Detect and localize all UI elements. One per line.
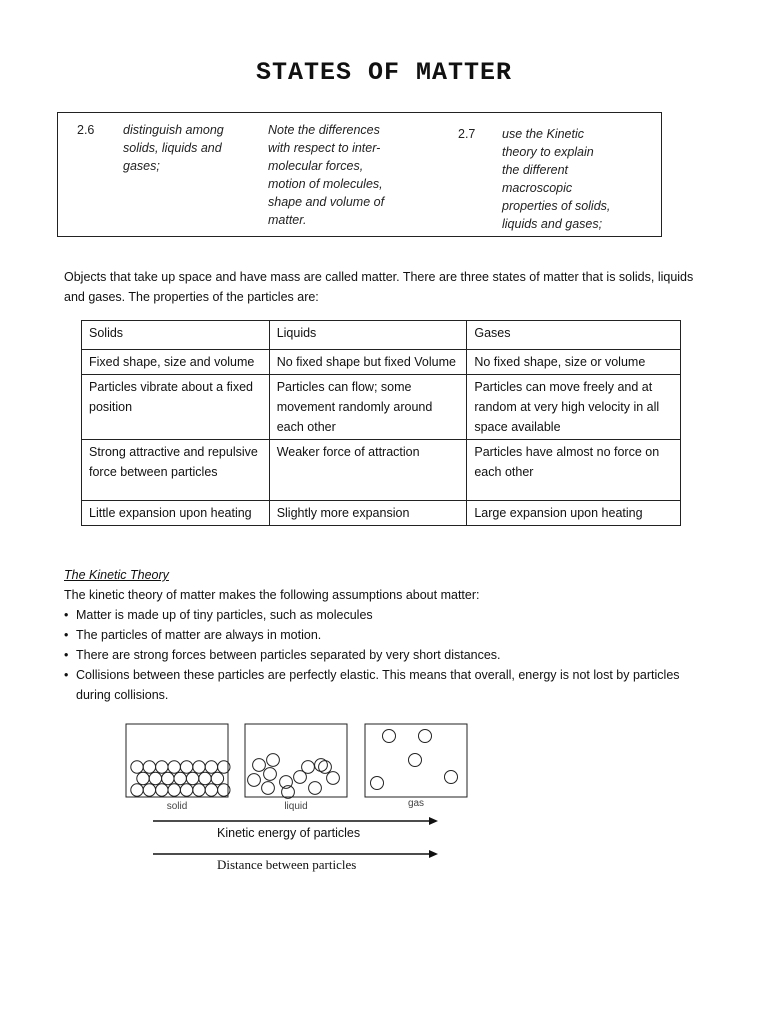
gas-box — [365, 724, 467, 797]
particle — [131, 784, 143, 796]
table-row — [82, 440, 681, 501]
table-cell: Particles can flow; some movement randomly around each other — [269, 375, 467, 440]
particle — [162, 772, 174, 784]
particle — [327, 772, 340, 785]
gas-particles — [371, 730, 458, 790]
particle — [143, 784, 155, 796]
table-row — [82, 350, 681, 375]
particle — [168, 761, 180, 773]
particle — [253, 759, 266, 772]
particle — [282, 786, 295, 799]
liquid-label: liquid — [284, 801, 308, 812]
table-cell: No fixed shape but fixed Volume — [269, 350, 467, 375]
liquid-box — [245, 724, 347, 797]
table-cell: Strong attractive and repulsive force between particles — [82, 440, 270, 501]
particle — [262, 782, 275, 795]
table-cell: Large expansion upon heating — [467, 501, 681, 526]
table-cell: Weaker force of attraction — [269, 440, 467, 501]
kinetic-theory-intro: The kinetic theory of matter makes the following assumptions about matter: — [64, 588, 480, 602]
list-item: • The particles of matter are always in motion. — [64, 628, 322, 642]
particle — [156, 784, 168, 796]
table-header: Solids — [82, 321, 270, 350]
particle — [180, 784, 192, 796]
table-cell: Particles can move freely and at random at very high velocity in all space available — [467, 375, 681, 440]
objectives-box — [57, 112, 662, 237]
page-title: STATES OF MATTER — [255, 58, 513, 87]
objective-number-2-6: 2.6 — [77, 123, 95, 137]
objective-2-6-text: distinguish among solids, liquids and gases; — [123, 123, 224, 173]
particle — [371, 777, 384, 790]
particle — [168, 784, 180, 796]
assumptions-list — [64, 605, 704, 705]
particle — [174, 772, 186, 784]
particle — [409, 754, 422, 767]
particle — [193, 761, 205, 773]
kinetic-energy-label: Kinetic energy of particles — [217, 826, 361, 840]
particle — [248, 774, 261, 787]
particle — [205, 784, 217, 796]
kinetic-energy-arrowhead — [429, 817, 438, 825]
particle — [149, 772, 161, 784]
table-row — [82, 375, 681, 440]
list-item: • Matter is made up of tiny particles, such as molecules — [64, 608, 373, 622]
particle — [383, 730, 396, 743]
table-cell: Slightly more expansion — [269, 501, 467, 526]
objective-2-7-text: use the Kinetic theory to explain the different macroscopic properties of solids, liquids and gases; — [502, 127, 611, 231]
table-cell: Fixed shape, size and volume — [82, 350, 270, 375]
table-cell: No fixed shape, size or volume — [467, 350, 681, 375]
objective-2-6-note: Note the differences with respect to inter- molecular forces, motion of molecules, shape and volume of matter. — [268, 123, 385, 227]
particle — [211, 772, 223, 784]
intro-paragraph: Objects that take up space and have mass are called matter. There are three states of matter that is solids, liquids and gases. The properties of the particles are: — [64, 270, 694, 304]
kinetic-theory-heading: The Kinetic Theory — [64, 568, 169, 582]
table-cell: Particles have almost no force on each other — [467, 440, 681, 501]
particle — [156, 761, 168, 773]
particle — [267, 754, 280, 767]
particle — [137, 772, 149, 784]
particle — [180, 761, 192, 773]
objective-number-2-7: 2.7 — [458, 127, 476, 141]
table-cell: Particles vibrate about a fixed position — [82, 375, 270, 440]
particle — [309, 782, 322, 795]
properties-table — [81, 320, 681, 526]
table-row — [82, 501, 681, 526]
particle — [131, 761, 143, 773]
table-cell: Little expansion upon heating — [82, 501, 270, 526]
particle — [302, 761, 315, 774]
particle — [419, 730, 432, 743]
particle — [445, 771, 458, 784]
particle — [193, 784, 205, 796]
table-header-row — [82, 321, 681, 350]
list-item: • Collisions between these particles are perfectly elastic. This means that overall, energy is not lost by particles during collisions. — [64, 668, 680, 702]
particle-diagram — [120, 720, 480, 880]
particle — [205, 761, 217, 773]
gas-label: gas — [407, 798, 425, 809]
particle — [199, 772, 211, 784]
particle — [264, 768, 277, 781]
solid-particles — [131, 761, 230, 796]
particle — [186, 772, 198, 784]
particle — [143, 761, 155, 773]
particle — [319, 761, 332, 774]
distance-label: Distance between particles — [217, 857, 357, 872]
table-header: Liquids — [269, 321, 467, 350]
list-item: • There are strong forces between particles separated by very short distances. — [64, 648, 501, 662]
distance-arrowhead — [429, 850, 438, 858]
solid-label: solid — [166, 801, 188, 812]
table-header: Gases — [467, 321, 681, 350]
liquid-particles — [248, 754, 340, 799]
